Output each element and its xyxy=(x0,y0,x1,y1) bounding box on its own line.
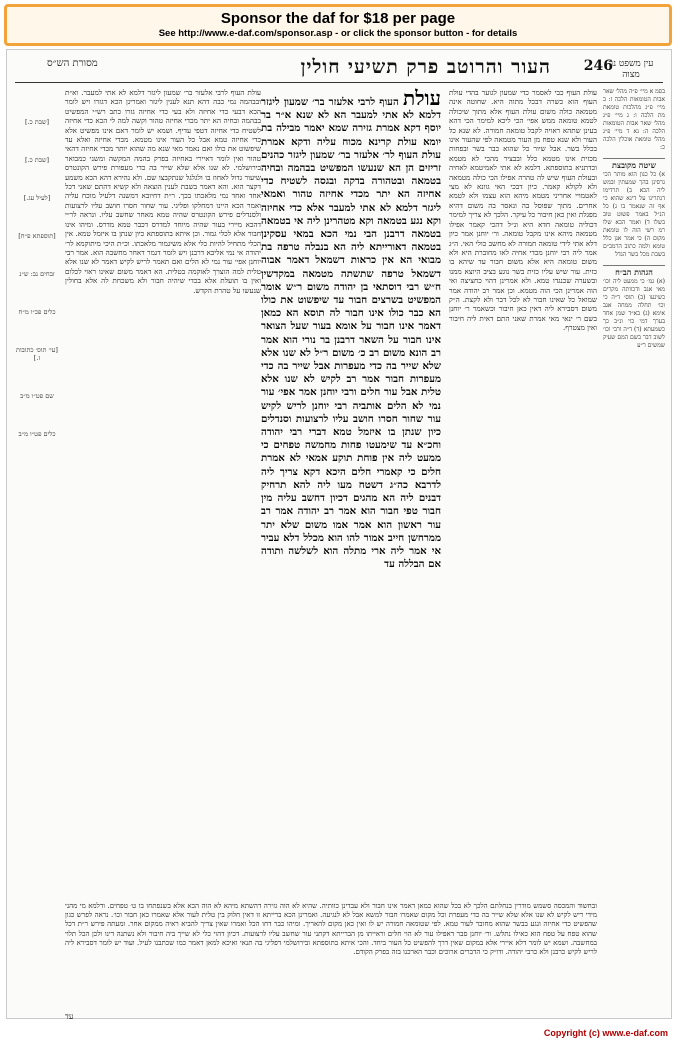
bottom-commentary xyxy=(65,902,597,1010)
page-title: העור והרוטב פרק תשיעי חולין xyxy=(300,56,551,78)
bottom-commentary-text: ובחשוד והמכסה סשמש מודרין בנחלתם הלכך לא בכל שהוא כמאן דאמר אינו חבור ולא עבדינן כוותיה. שהיא לא הוה גזירה דהשתא מיהא לא הוה הכא אלא בשנפתחו בו ט׳ טפחים. ודלמא מי מהני מידי ריש לקיש לא שנו אלא שלא שייר בה כדי מעפרת וכל מקום שאמרו חבור למשא אבל לא לנגיעה. ואמרינן הכא ברייתא זו דאין חלוק בין טלית לעור אלא שאמרו כאן חבור וכו׳. נראה לפרש כגון שהפשיט כדי אחיזה ונגע בבשר שהוא מחובר לעור טמא. לפי שטומאה חמורה יש לו ואין כאן מקום להאריך. ומיהו כבר דחו הכל ואמרו שאין צריך להביא ראיה ממקום אחר. ומעתה פירש ר״ת דכל שהוא טפח על טפח הוא כאילו נתלש. ור׳ יוחנן סבר דאפילו עור לא הוי חלים וראייתו מן הברייתא דקתני עור שחשב עליו לרצועות. דכיון דהוי כלי לא שייך ביה חיבור ולא נשתנה דינו ולכן הכל תלוי במחשבה. ושמא יש לומר דלא איירי אלא במקום שאין דרך להפשיט כל העור ביחד. והכי איתא בתוספתא ובירושלמי דפליגי בה תנאי ואיכא למאן דאמר כמו שכתבנו לעיל. ועוד יש לומר דסבירא ליה לריש לקיש כרבנן ולא כרבי יהודה. ודו״ק כי הדברים ארוכים וכבר הארכנו בזה בפרק הקודם. xyxy=(65,902,597,957)
ein-mishpat-label: עין משפט נר מצוה xyxy=(608,59,654,80)
hagahot-habach-title: הגהות הב״ח xyxy=(603,265,665,276)
page-number: 246 xyxy=(583,58,613,74)
masoret-ref: שם פט״ו מ״ב xyxy=(20,392,54,400)
rashi-text: עולת העוף כבי לאסמר כדי שמעון לגוער בהדי עולת העוף הוא כשרה דבכל מתוה היא. שחוטה אינה מטמאה כולה משום עולת העוף אלא מתוך שיכולה לטמא טומאה ממש אפי׳ הכי ליכא למימר הכי דהא בעינן שתהא ראויה לקבל טומאה חמורה. לא שנא כל העור ולא שנא טפח מן העור מטמאה לפי שהעור אינו בכלל בשר. אבל שיור כל שהוא כבר בשר ובפחות מכזית אינו מטמא כלל ובבציר מהכי לא מטמא וכדתניא בתוספתא. דלמא לא אתי לאמיטמא לאחיה ובעולת העוף שיש לה טהרה אפילו הכי כולה מטמאה ולא לקולא קאמר. כיון דבכי האי גוונא לא מצי לאטמויי אחריני מטמא מיהא הוא עצמו ולא לטמא אחרים. מתוך שפוסל בה ונאסר בה משום דהיא מפגלת ואין כאן חיבור כל עיקר. הלכך לא צריך למימר דכוליה טומאה חדא היא ונ״ל דהכי קאמר אפילו מטמאה מיהא אינו מקבל טומאה. ור׳ יוחנן אמר כיון דלא אתי לידי טומאה חמורה לא מחשב כולי האי. ה״ג אמר ליה רבי יוחנן מכדי אחיה לאו מחוברת היא ולא משום טומאה היא אלא משום חבור עד שיהא בו כזית. עור שיש עליו כזית בשר נוגע בציב היוצא ממנו ובשערה שכנגדו טמא. ולא אמרינן דהוי כחציצה ואי הוה אמרינן הכי הוה מטמא. וכן אמר רב יהודה אמר שמואל כל שאינו חבור לא לכל דבר ולא לקצת. ה״ק משום דסבירא ליה דאין כאן חיבור וכשאמר ר׳ יוחנן בשם ר׳ ינאי מאי אמרת שאני התם דאית ליה חיבור ואין מצטרף. xyxy=(449,88,597,333)
masoret-hashas-label: מסורת הש״ס xyxy=(47,58,98,69)
shita-mekubetzet-text: א) כל כגון הוא מותר הכי גרסינן בהך שמעתין ובמש ליה הכא ב) תרדימו דנתרינו על דינא שהוא כי אף זה שנאמר בו ג) כל הנ״ל באמר פשוט טוב בשלו ד) ואמר הכא שלו רמ רשי הוה לו טומאת מקום ה) כי אמר אנן כלל טומא ולמה כתוב הרמב״ם בשבת מכל בשר הגדל xyxy=(603,171,665,258)
ein-mishpat-column xyxy=(603,88,665,1013)
masoret-ref: [שבת כ.] xyxy=(24,156,50,164)
copyright-link[interactable]: Copyright (c) www.e-daf.com xyxy=(543,1028,668,1038)
tosafot-column xyxy=(65,88,261,893)
talmud-page xyxy=(6,49,672,1019)
sponsor-subtitle[interactable]: See http://www.e-daf.com/sponsor.asp - or click the sponsor button - for details xyxy=(158,28,518,39)
catchword: עד xyxy=(65,1012,74,1021)
gemara-opening-word: עולת xyxy=(403,88,441,110)
sponsor-title[interactable]: Sponsor the daf for $18 per page xyxy=(220,10,456,27)
masoret-ref: [עי׳ תוס׳ כתובות ז.] xyxy=(16,346,58,362)
masoret-ref: [לעיל עג.] xyxy=(23,194,51,202)
gemara-text: העוף לרבי אלעזר בר׳ שמעון ליגזר דלמא לא אתי למעבר הא לא שנא א״ר בר יוסף דקא אמרת גזירה שמא יאמר מבילה בת יומא עולת קרינא מכוח עליה ודקא אמרת עולת העוף לר׳ אלעזר בר׳ שמעון ליגזר כהנים זריזים הן הא שנעשו המפשיט בבהמה ובחיה בטמאה ובטהורה בדקה ובגסה לשטיח כדי אחיזה הא יתר מכדי אחיזה טהור ואמאי ליגזר דלמא לא אתי למעבר אלא כדי אחיזה וקא נגע בטמאה וקא מטהרינן ליה אי בטמאה בטמאה דרבנן הבי נמי הכא במאי עסקינן בטמאה דאורייתא ליה הא בנבלה טרפה בת מבואי הא אין כראות דשמאל דאמר אבוה דשמאל טרפה שתשתה מטמאה במקדשין ח״ש רבי דוסתאי בן יהודה משום ר״ש אומר המפשיט בשרצים חבור עד שיפשוט את כולו הא כבר כולו אינו חבור לה תוסא הא כמאן דאמר אינו חבור על אומא בעור שעל הצואר אינו חבור על השאר דרבנן בר נורי הוא אמר רב הונא משום רב כ׳ משום ר״ל לא שנו אלא שלא שייר בה כדי מעפרות אבל שייר בה כדי מעפרות חבור אמר רב לקיש לא שנו אלא טלית אבל עור חלים ורבי יוחנן אמר אפי׳ עור נמי לא הלים אותביה רבי יוחנן לריש לקיש עור שחור חסרו חושב עליו לרצועות וסנדלים כיון שנתן בו איזמל טמא דברי רבי יהודה וחכ״א עד שימעטו פחות מחמשה טפחים כי ממעט ליה אין פוחת תוקע אמאי לא אמרת חלים כי קאמרי חלים היכא דקא צריך ליה לדרבא כה״ג דשטח מעו ליה להא תרחיק דבנים ליה הא מהגים דכיון דחשב עליה מין חבור טפי חבור הוא אמר רב יהודה אמר רב עור ראשון הוא אמר אמו משום שלא יתר ממרחשן חייב אמור להו הוא מכלל דלא עביר אי אמר ליה ארי מתלה הוא לשלשה ותודה אם הבללה עד xyxy=(261,96,441,571)
hagahot-habach-text: (א) גמ׳ כי ממעט ליה וכו׳ מאי אגב ודכוותה מקרים כשיגעו (ב) תוס׳ ד״ה כי וכו׳ תחלה ממחה אגב אימא (ג) בא״ד שמן אחד בערך דמי כוי ונ״ב כך כשמעתא (ד) ד״ה ורבי וכו׳ לשוב דבר בשם המם שעיק שמשים ר״ע xyxy=(603,278,665,349)
tosafot-text: עולת העוף לרבי אלעזר בר׳ שמעון ליגזר דלמא לא אתי למעבר. וא״ת ובבהמה נמי כבה דהא תנא לענין ליגזר ואמרינן הכא דגזרו ויש לומר הכא דבעי כדי אחיזה ולא בעי כדי אחיזה גזרו כתב רש״י המפשיט בבהמה ובחיה הא יתר מכדי אחיזה טהור וקשה למה לי הכא כדי אחיזה לשטיח כדי אחיזה דטפי עדיף. ושמא יש לומר דאם אינו מפשיט אלא כדי אחיזה טמא אבל כל העור אינו מטמא. מכדי אחיזה ואלא עד שיפשוט את כולו ואם נאמר מאי שנא מה שהוא יותר מכדי אחיזה דהאי טהור ואין לומר דאיירי באחיזה בפרק בהמה המקשה ומשני כמבואר בירושלמי. לא שנו אלא שלא שייר בה כדי מעפורת פירש הקונטרס שיעור גדול לאחוז בו ולגלגל שנתקבצו שם. ולא נהירא דהא הכא משמע דקצר הוא. והא דאמר בשבת לענין הוצאה ולא קשיא דהתם שאני דכל אחד ואחד נמי מלאכתו בכך. ר״ת דחיובא דמשנה דלעיל מוכח עליה ואמר הכא היינו דמחלקו ופליגי. עור שחור חסרו חושב עליו לרצועות ולסנדלים פירש הקונטרס שהיה טמא מאחר שחשב עליו. ונראה לר״י דהכא מיירי בעור שהיה מיוחד למדרס דכבר טמא מדרס. ומיהו אינו חבור אלא לכלי גמור. וכן איתא בתוספתא כיון שנתן בו איזמל טמא. אין הכלי מתחיל להיות כלי אלא משיגמור מלאכתו. וכ״ת היכי מיתוקמא לר׳ יהודה אי נמי אליבא דרבנן ויש לומר דגמר דאחר מחשבה הוא. אמר רבי יוחנן אפי׳ עור נמי לא הלים ואם תאמר לריש לקיש דאמר לא שנו אלא טלית למה הוצרך לאוקמה בטלית. הא דאמר משום שאינו ראוי לכלום ואין בו תועלת אלא בכדי שיהיה חבור ולא משכחת לה אלא בחולין שנעשו על טהרת הקדש. xyxy=(65,88,261,295)
masoret-hashas-column xyxy=(13,88,61,1013)
sponsor-banner[interactable] xyxy=(4,4,672,46)
shita-mekubetzet-title: שיטה מקובצת xyxy=(603,158,665,169)
masoret-ref: כלים פט״ו מ״ב xyxy=(18,430,56,438)
masoret-ref: כלים פכ״ו מ״ח xyxy=(18,308,56,316)
rashi-column xyxy=(449,88,597,898)
masoret-ref: זבחים נב: ש״נ xyxy=(19,270,55,278)
masoret-ref: [שבת כ.] xyxy=(24,118,50,126)
ein-mishpat-text: בסמ א מיי׳ פ״ה מהל׳ שאר אבות הטומאות הלכה ז: ב מיי׳ פ״ג מהלכות טומאת מת הלכה ו: ג מיי׳ פ״ג מהל׳ שאר אבות הטומאות הלכה ה: נא ד מיי׳ פ״ג מהל׳ טומאת אוכלין הלכה כ: xyxy=(603,88,665,151)
header-divider xyxy=(15,82,663,83)
masoret-ref: [תוספתא פ״ח] xyxy=(18,232,56,240)
gemara-column xyxy=(261,88,441,893)
